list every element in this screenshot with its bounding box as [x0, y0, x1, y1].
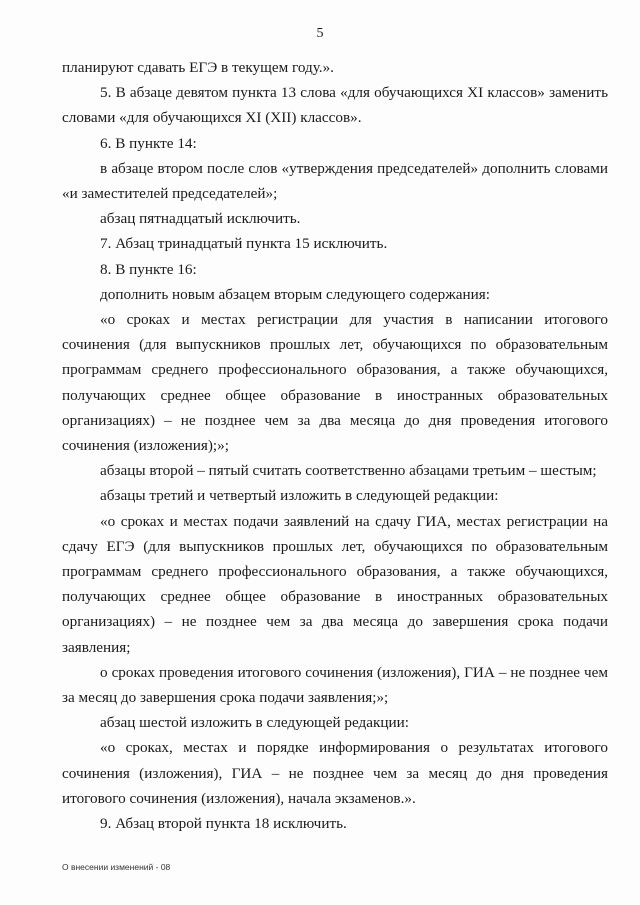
paragraph-item-8-sub-2: абзацы второй – пятый считать соответственно абзацами третьим – шестым;: [100, 462, 597, 480]
paragraph-item-5: 5. В абзаце девятом пункта 13 слова «для обучающихся XI классов» заменить словами «для обучающихся XI (XII) классов».: [62, 84, 608, 127]
page-number: 5: [316, 26, 324, 41]
paragraph-item-7: 7. Абзац тринадцатый пункта 15 исключить.: [100, 235, 388, 253]
paragraph-quote-3: о сроках проведения итогового сочинения (изложения), ГИА – не позднее чем за месяц до завершения срока подачи заявления;»;: [62, 663, 608, 707]
footer-document-code: О внесении изменений - 08: [62, 862, 171, 872]
paragraph-item-8-sub-1: дополнить новым абзацем вторым следующего содержания:: [100, 285, 490, 303]
paragraph-item-9: 9. Абзац второй пункта 18 исключить.: [100, 815, 347, 833]
paragraph-item-8-sub-3: абзацы третий и четвертый изложить в следующей редакции:: [100, 487, 499, 505]
paragraph-item-6-sub-1: в абзаце втором после слов «утверждения председателей» дополнить словами «и заместителей председателей»;: [62, 159, 608, 203]
paragraph-continuation: планируют сдавать ЕГЭ в текущем году.».: [62, 59, 334, 76]
paragraph-item-8: 8. В пункте 16:: [100, 260, 197, 278]
paragraph-item-8-sub-4: абзац шестой изложить в следующей редакции:: [100, 714, 409, 732]
paragraph-quote-2: «о сроках и местах подачи заявлений на сдачу ГИА, местах регистрации на сдачу ЕГЭ (для выпускников прошлых лет, обучающихся по образовательным программам среднего профессионального образования, а также обучающихся, получающих среднее общее образование в иностранных образовательных организациях) – не позднее чем за два месяца до завершения срока подачи заявления;: [62, 512, 608, 656]
paragraph-quote-4: «о сроках, местах и порядке информирования о результатах итогового сочинения (изложения), ГИА – не позднее чем за месяц до дня проведения итогового сочинения (изложения), начала экзаменов.».: [62, 739, 608, 807]
document-body: [62, 55, 608, 836]
paragraph-item-6: 6. В пункте 14:: [100, 134, 197, 152]
paragraph-quote-1: «о сроках и местах регистрации для участия в написании итогового сочинения (для выпускников прошлых лет, обучающихся по образовательным программам среднего профессионального образования, а также обучающихся, получающих среднее общее образование в иностранных образовательных организациях) – не позднее чем за два месяца до дня проведения итогового сочинения (изложения);»;: [62, 311, 608, 455]
paragraph-item-6-sub-2: абзац пятнадцатый исключить.: [100, 210, 301, 228]
